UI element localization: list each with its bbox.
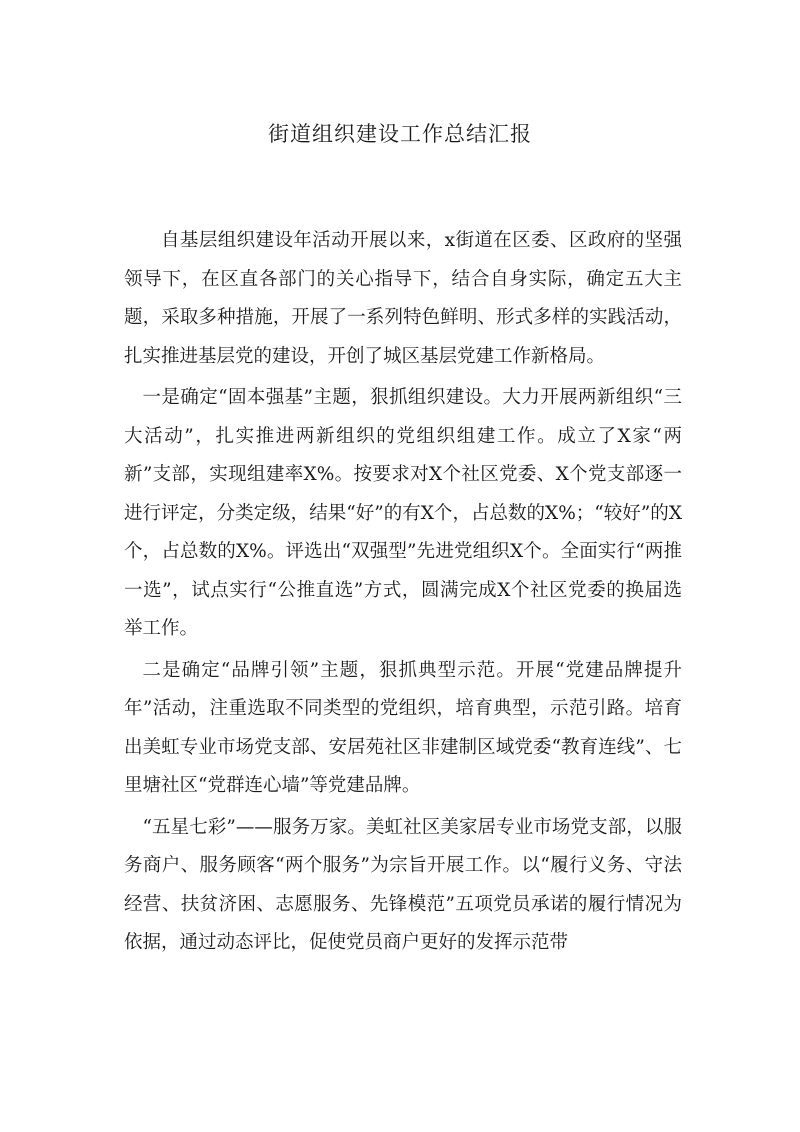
paragraph-organization-building: 一是确定“固本强基”主题，狠抓组织建设。大力开展两新组织“三大活动”，扎实推进两新组织的党组织组建工作。成立了X家“两新”支部，实现组建率X%。按要求对X个社区党委、X个党支部逐一进行评定，分类定级，结果“好”的有X个，占总数的X%；“较好”的X个，占总数的X%。评选出“双强型”先进党组织X个。全面实行“两推一选”，试点实行“公推直选”方式，圆满完成X个社区党委的换届选举工作。: [124, 387, 682, 639]
document-title: 街道组织建设工作总结汇报: [268, 122, 532, 146]
paragraph-brand-leading: 二是确定“品牌引领”主题，狠抓典型示范。开展“党建品牌提升年”活动，注重选取不同类型的党组织，培育典型，示范引路。培育出美虹专业市场党支部、安居苑社区非建制区域党委“教育连线”、七里塘社区“党群连心墙”等党建品牌。: [124, 659, 682, 796]
paragraph-intro: 自基层组织建设年活动开展以来，x街道在区委、区政府的坚强领导下，在区直各部门的关心指导下，结合自身实际，确定五大主题，采取多种措施，开展了一系列特色鲜明、形式多样的实践活动，扎实推进基层党的建设，开创了城区基层党建工作新格局。: [124, 230, 682, 367]
document-body: [124, 222, 682, 966]
paragraph-five-stars: “五星七彩”——服务万家。美虹社区美家居专业市场党支部，以服务商户、服务顾客“两个服务”为宗旨开展工作。以“履行义务、守法经营、扶贫济困、志愿服务、先锋模范”五项党员承诺的履行情况为依据，通过动态评比，促使党员商户更好的发挥示范带: [124, 816, 682, 953]
